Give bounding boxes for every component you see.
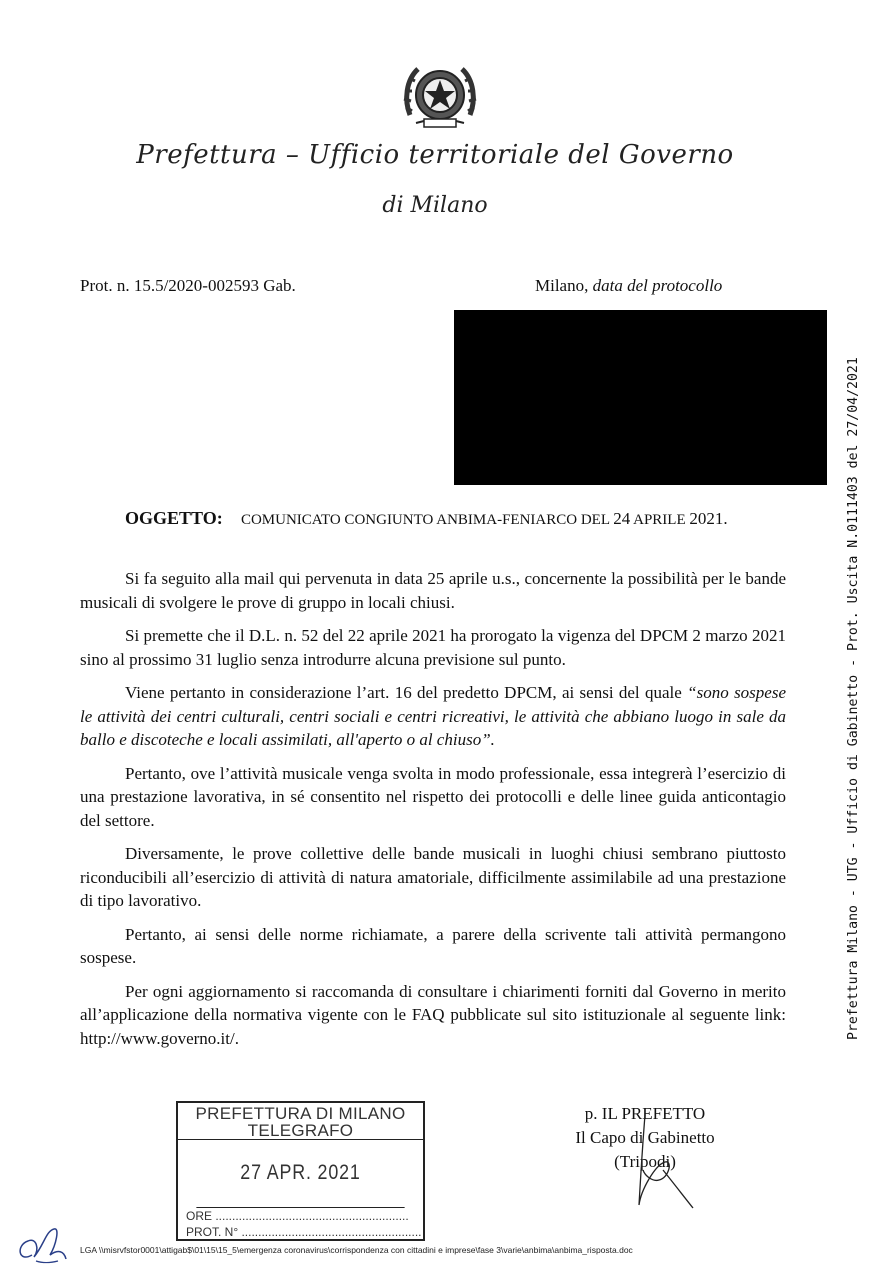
handwritten-signature <box>615 1110 705 1220</box>
republic-emblem-icon <box>402 55 478 135</box>
letterhead-city: di Milano <box>382 193 488 218</box>
stamp-date: 27 APR. 2021 <box>196 1140 404 1208</box>
telegraph-stamp <box>176 1101 425 1241</box>
protocol-number: Prot. n. 15.5/2020-002593 Gab. <box>80 276 296 295</box>
paragraph-5: Diversamente, le prove collettive delle bande musicali in luoghi chiusi sembrano piuttosto riconducibili all’esercizio di attività di natura amatoriale, difficilmente assimilabile ad una prestazione di tipo lavorativo. <box>80 844 786 910</box>
letter-body <box>80 567 786 1060</box>
signature-role: Il Capo di Gabinetto <box>575 1128 715 1147</box>
signature-title: p. IL PREFETTO <box>584 1104 706 1123</box>
protocol-side-stamp: Prefettura Milano - UTG - Ufficio di Gabinetto - Prot. Uscita N.0111403 del 27/04/2021 <box>846 357 861 1040</box>
stamp-prot: PROT. N° ...................................................... <box>186 1225 422 1239</box>
redacted-recipient-block <box>454 310 827 485</box>
handwritten-initials <box>14 1225 70 1267</box>
subject-line <box>125 508 728 529</box>
dpcm-quote: “sono sospese le attività dei centri culturali, centri sociali e centri ricreativi, le attività che abbiano luogo in sale da ballo e discoteche e locali assimilati, all'aperto o al chiuso”. <box>80 683 787 749</box>
subject-text: COMUNICATO CONGIUNTO ANBIMA-FENIARCO DEL 24 APRILE 2021. <box>240 509 728 528</box>
paragraph-7: Per ogni aggiornamento si raccomanda di consultare i chiarimenti forniti dal Governo in merito all’applicazione della normativa vigente con le FAQ pubblicate sul sito istituzionale al seguente link: http://www.governo.it/. <box>80 981 786 1048</box>
place-date <box>535 276 722 296</box>
paragraph-2: Si premette che il D.L. n. 52 del 22 aprile 2021 ha prorogato la vigenza del DPCM 2 marzo 2021 sino al prossimo 31 luglio senza introdurre alcuna previsione sul punto. <box>80 626 786 669</box>
stamp-ore: ORE .......................................................... <box>186 1209 409 1223</box>
subject-label: OGGETTO: <box>125 508 223 528</box>
paragraph-6: Pertanto, ai sensi delle norme richiamate, a parere della scrivente tali attività permangono sospese. <box>80 924 786 967</box>
stamp-header: PREFETTURA DI MILANO TELEGRAFO <box>178 1103 423 1140</box>
signature-name: (Tripodi) <box>614 1152 676 1171</box>
file-path-footer: LGA \\misrvfstor0001\attigab$\01\15\15_5\emergenza coronavirus\corrispondenza con cittadini e imprese\fase 3\varie\anbima\anbima_risposta.doc <box>80 1245 633 1255</box>
paragraph-3: Viene pertanto in considerazione l’art. 16 del predetto DPCM, ai sensi del quale “sono sospese le attività dei centri culturali, centri sociali e centri ricreativi, le attività che abbiano luogo in sale da ballo e discoteche e locali assimilati, all'aperto o al chiuso”. <box>80 683 787 749</box>
place-name: Milano, <box>535 276 589 295</box>
date-note: data del protocollo <box>592 276 723 295</box>
paragraph-1: Si fa seguito alla mail qui pervenuta in data 25 aprile u.s., concernente la possibilità per le bande musicali di svolgere le prove di gruppo in locali chiusi. <box>80 569 786 612</box>
paragraph-4: Pertanto, ove l’attività musicale venga svolta in modo professionale, essa integrerà l’esercizio di una prestazione lavorativa, in sé consentito nel rispetto dei protocolli e delle linee guida anticontagio del settore. <box>80 763 786 830</box>
letterhead-title: Prefettura – Ufficio territoriale del Governo <box>136 140 734 170</box>
